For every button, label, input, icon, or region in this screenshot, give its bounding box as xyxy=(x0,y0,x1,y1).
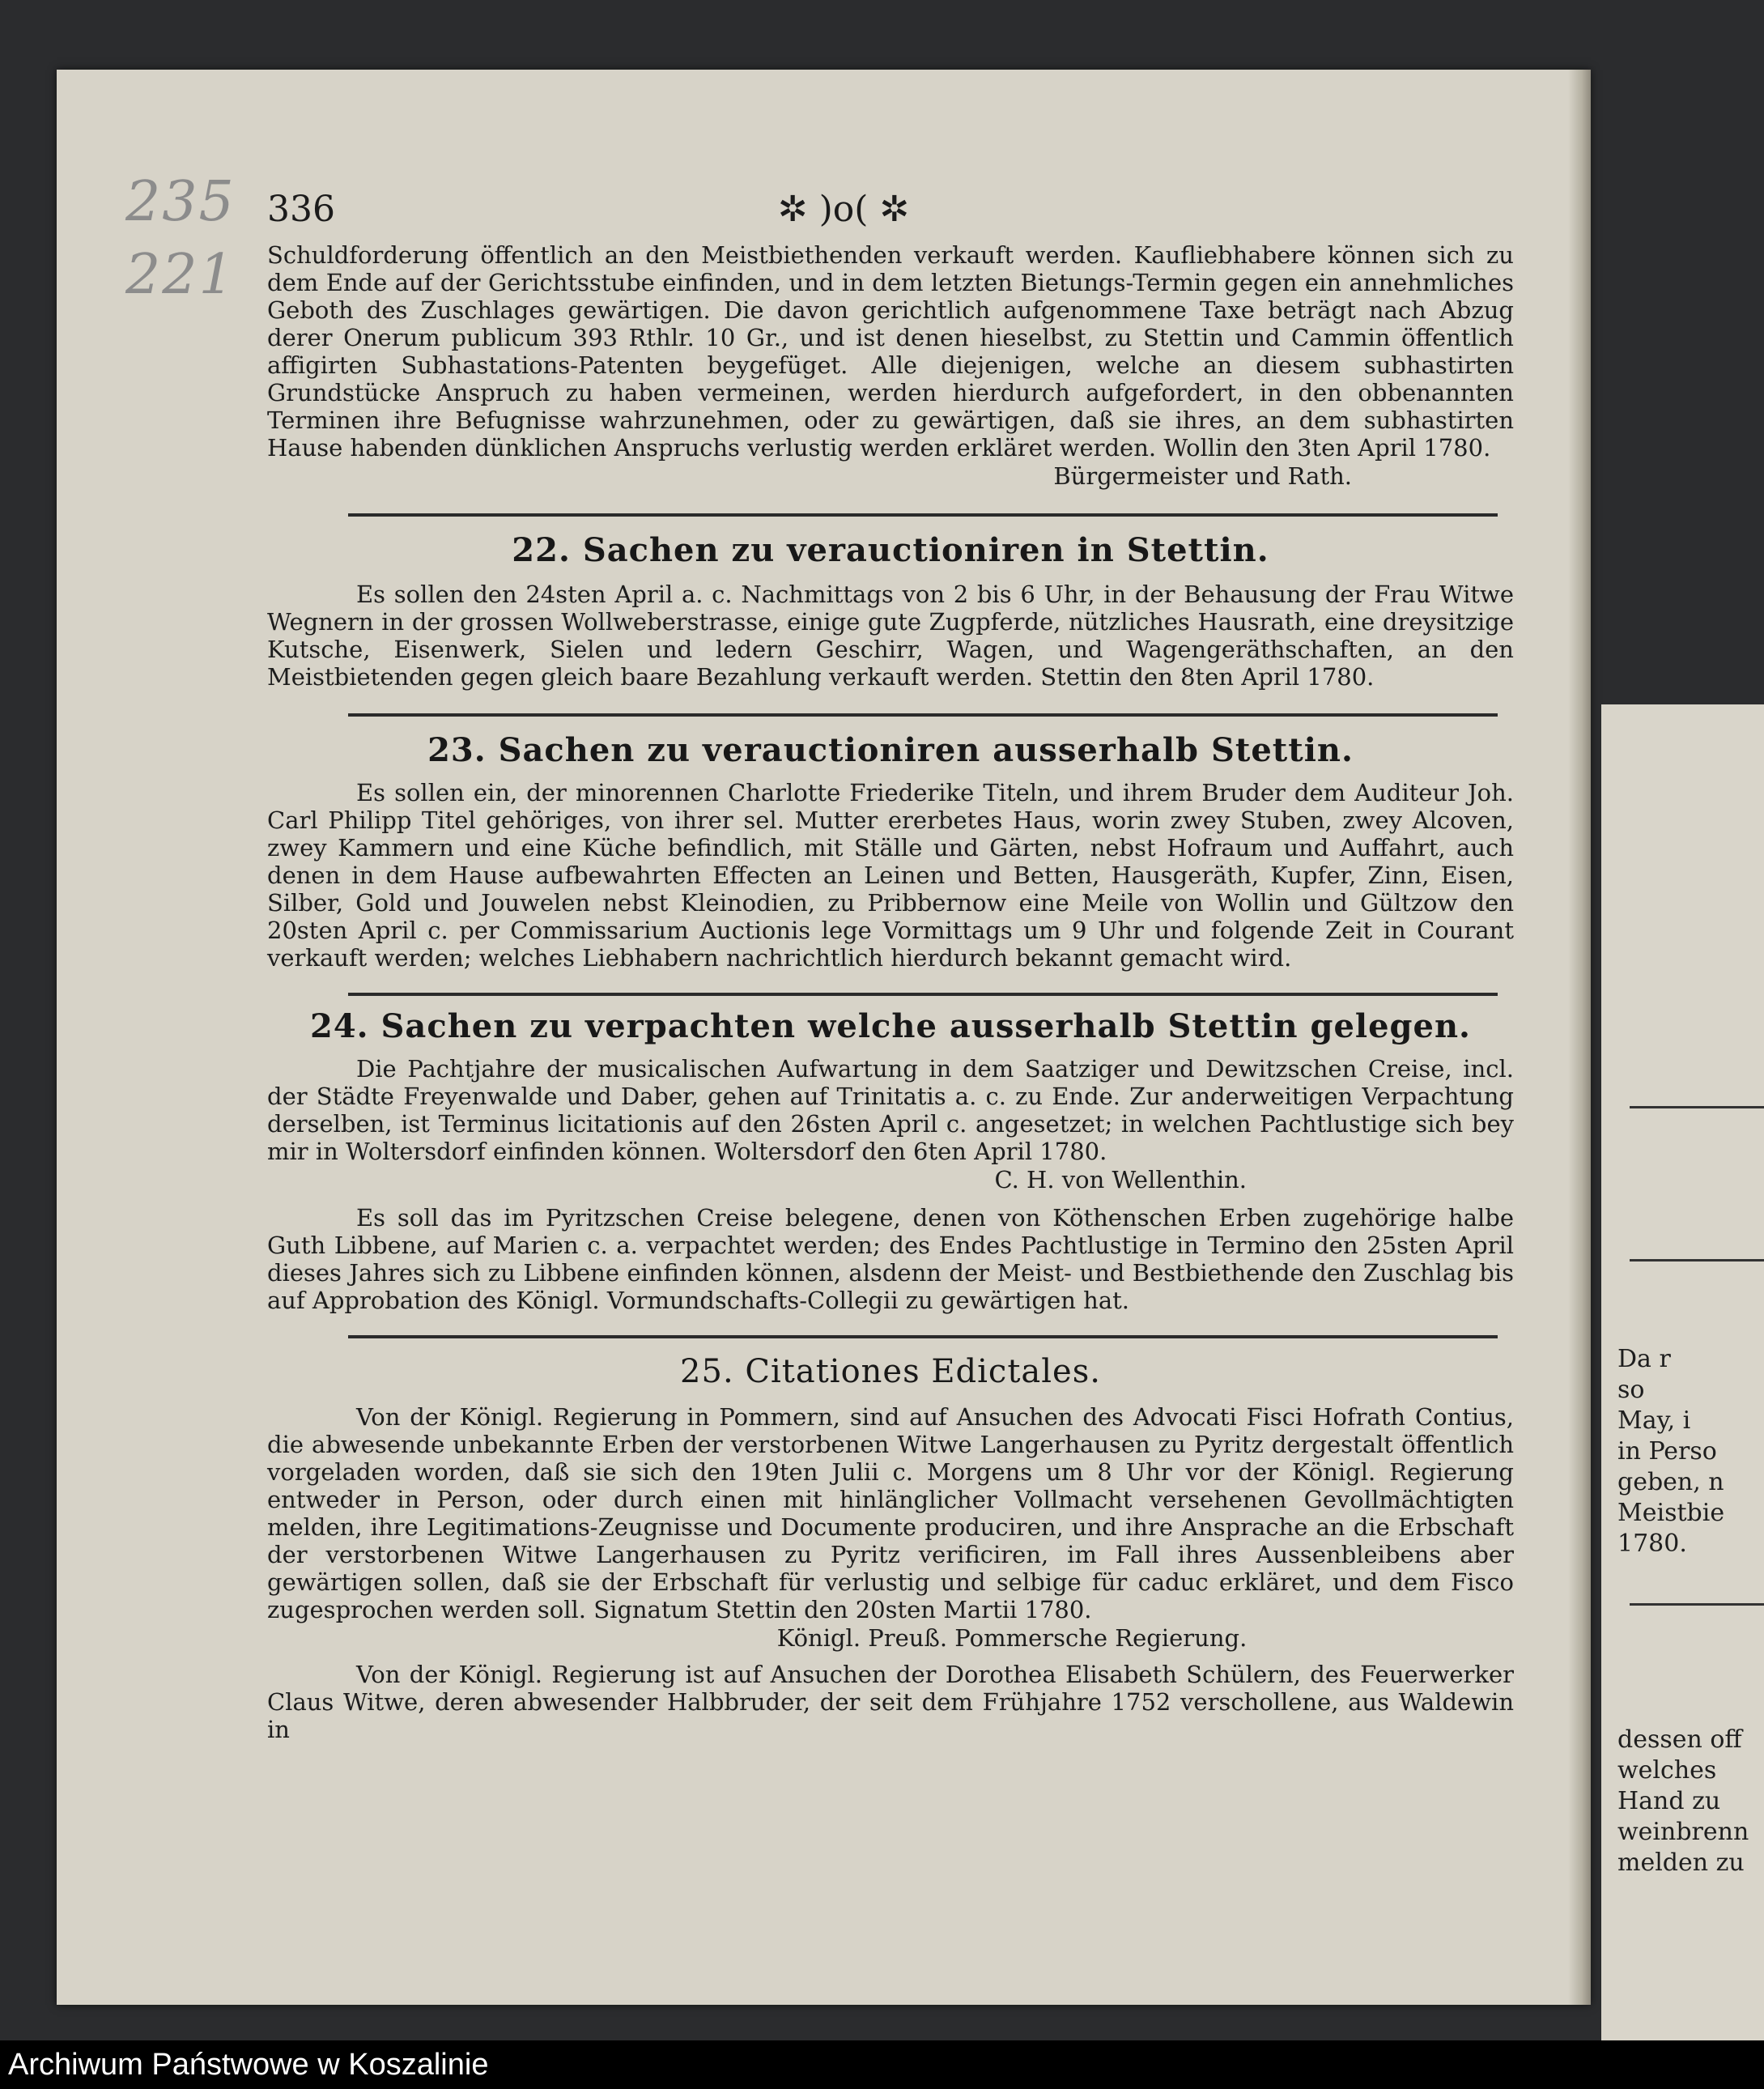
section-23-title: 23. Sachen zu verauctioniren ausserhalb Stettin. xyxy=(427,731,1354,769)
header-ornament: ✲ )o( ✲ xyxy=(777,189,910,230)
section-divider xyxy=(348,713,1498,717)
section-24-paragraph-2: Es soll das im Pyritzschen Creise belegene, denen von Köthenschen Erben zugehörige halbe Guth Libbene, auf Marien c. a. verpachtet werden; des Endes Pachtlustige in Termino den 25sten April dieses Jahres sich zu Libbene einfinden können, alsdenn der Meist- und Bestbiethende den Zuschlag bis auf Approbation des Königl. Vormundschafts-Collegii zu gewärtigen hat. xyxy=(267,1204,1514,1314)
margin-note-2: 221 xyxy=(125,243,236,307)
page-header xyxy=(267,189,1514,230)
section-22-paragraph: Es sollen den 24sten April a. c. Nachmittags von 2 bis 6 Uhr, in der Behausung der Frau Witwe Wegnern in der grossen Wollweberstrasse, einige gute Zugpferde, nützliches Hausrath, eine dreysitzige Kutsche, Eisenwerk, Sielen und ledern Geschirr, Wagen, und Wagengeräthschaften, an den Meistbietenden gegen gleich baare Bezahlung verkauft werden. Stettin den 8ten April 1780. xyxy=(267,581,1514,691)
section-25-title: 25. Citationes Edictales. xyxy=(680,1353,1101,1390)
page-number: 336 xyxy=(267,189,335,230)
section-25-paragraph-2: Von der Königl. Regierung ist auf Ansuchen der Dorothea Elisabeth Schülern, des Feuerwerker Claus Witwe, deren abwesender Halbbruder, der seit dem Frühjahre 1752 verschollene, aus Waldewin in xyxy=(267,1661,1514,1743)
adjacent-rule xyxy=(1630,1603,1764,1606)
section-25-paragraph-1: Von der Königl. Regierung in Pommern, sind auf Ansuchen des Advocati Fisci Hofrath Contius, die abwesende unbekannte Erben der verstorbenen Witwe Langerhausen zu Pyritz dergestalt öffentlich vorgeladen worden, daß sie sich den 19ten Julii c. Morgens um 8 Uhr vor der Königl. Regierung entweder in Person, oder durch einen mit hinlänglicher Vollmacht versehenen Gevollmächtigten melden, ihre Legitimations-Zeugnisse und Documente produciren, und ihre Ansprache an die Erbschaft der verstorbenen Witwe Langerhausen zu Pyritz verificiren, im Fall ihres Aussenbleibens aber gewärtigen sollen, daß sie der Erbschaft für verlustig und selbige für caduc erkläret, und dem Fisco zugesprochen werden soll. Signatum Stettin den 20sten Martii 1780. xyxy=(267,1403,1514,1623)
archive-footer xyxy=(0,2040,1764,2089)
margin-note-1: 235 xyxy=(125,170,236,234)
intro-signature: Bürgermeister und Rath. xyxy=(1053,462,1352,490)
section-24-paragraph-1: Die Pachtjahre der musicalischen Aufwartung in dem Saatziger und Dewitzschen Creise, incl. der Städte Freyenwalde und Daber, gehen auf Trinitatis a. c. zu Ende. Zur anderweitigen Verpachtung derselben, ist Terminus licitationis auf den 26sten April c. angesetzet; in welchen Pachtlustige sich bey mir in Woltersdorf einfinden können. Woltersdorf den 6ten April 1780. xyxy=(267,1055,1514,1165)
section-divider xyxy=(348,513,1498,517)
section-divider xyxy=(348,993,1498,996)
adjacent-text-a: Da r so May, i in Perso geben, n Meistbie 1780. xyxy=(1617,1345,1725,1558)
section-24-title: 24. Sachen zu verpachten welche ausserhalb Stettin gelegen. xyxy=(310,1007,1471,1045)
section-22-title: 22. Sachen zu verauctioniren in Stettin. xyxy=(512,531,1269,569)
section-25-signature: Königl. Preuß. Pommersche Regierung. xyxy=(776,1624,1248,1652)
section-23-paragraph: Es sollen ein, der minorennen Charlotte Friederike Titeln, und ihrem Bruder dem Auditeur Joh. Carl Philipp Titel gehöriges, von ihrer sel. Mutter ererbetes Haus, worin zwey Stuben, zwey Alcoven, zwey Kammern und eine Küche befindlich, mit Ställe und Gärten, nebst Hofraum und Auffahrt, auch denen in dem Hause aufbewahrten Effecten an Leinen und Betten, Hausgeräth, Kupfer, Zinn, Eisen, Silber, Gold und Jouwelen nebst Kleinodien, zu Pribbernow eine Meile von Wollin und Gültzow den 20sten April c. per Commissarium Auctionis lege Vormittags um 9 Uhr und folgende Zeit in Courant verkauft werden; welches Liebhabern nachrichtlich hierdurch bekannt gemacht wird. xyxy=(267,779,1514,972)
adjacent-rule xyxy=(1630,1259,1764,1261)
adjacent-page xyxy=(1601,704,1764,2057)
page-content xyxy=(267,177,1514,1743)
adjacent-rule xyxy=(1630,1106,1764,1108)
page-edge-shadow xyxy=(1568,70,1591,2005)
section-divider xyxy=(348,1335,1498,1338)
section-24-signature: C. H. von Wellenthin. xyxy=(994,1166,1247,1193)
archive-label: Archiwum Państwowe w Koszalinie xyxy=(8,2048,489,2082)
adjacent-text-b: dessen off welches Hand zu weinbrenn melden zu xyxy=(1617,1725,1749,1877)
intro-paragraph: Schuldforderung öffentlich an den Meistbiethenden verkauft werden. Kaufliebhabere können sich zu dem Ende auf der Gerichtsstube einfinden, und in dem letzten Bietungs-Termin gegen ein annehmliches Geboth des Zuschlages gewärtigen. Die davon gerichtlich aufgenommene Taxe beträgt nach Abzug derer Onerum publicum 393 Rthlr. 10 Gr., und ist denen hieselbst, zu Stettin und Cammin öffentlich affigirten Subhastations-Patenten beygefüget. Alle diejenigen, welche an diesem subhastirten Grundstücke Anspruch zu haben vermeinen, werden hierdurch aufgefordert, in den obbenannten Terminen ihre Befugnisse wahrzunehmen, oder zu gewärtigen, daß sie ihres, an dem subhastirten Hause habenden dünklichen Anspruchs verlustig werden erkläret werden. Wollin den 3ten April 1780. xyxy=(267,241,1514,462)
